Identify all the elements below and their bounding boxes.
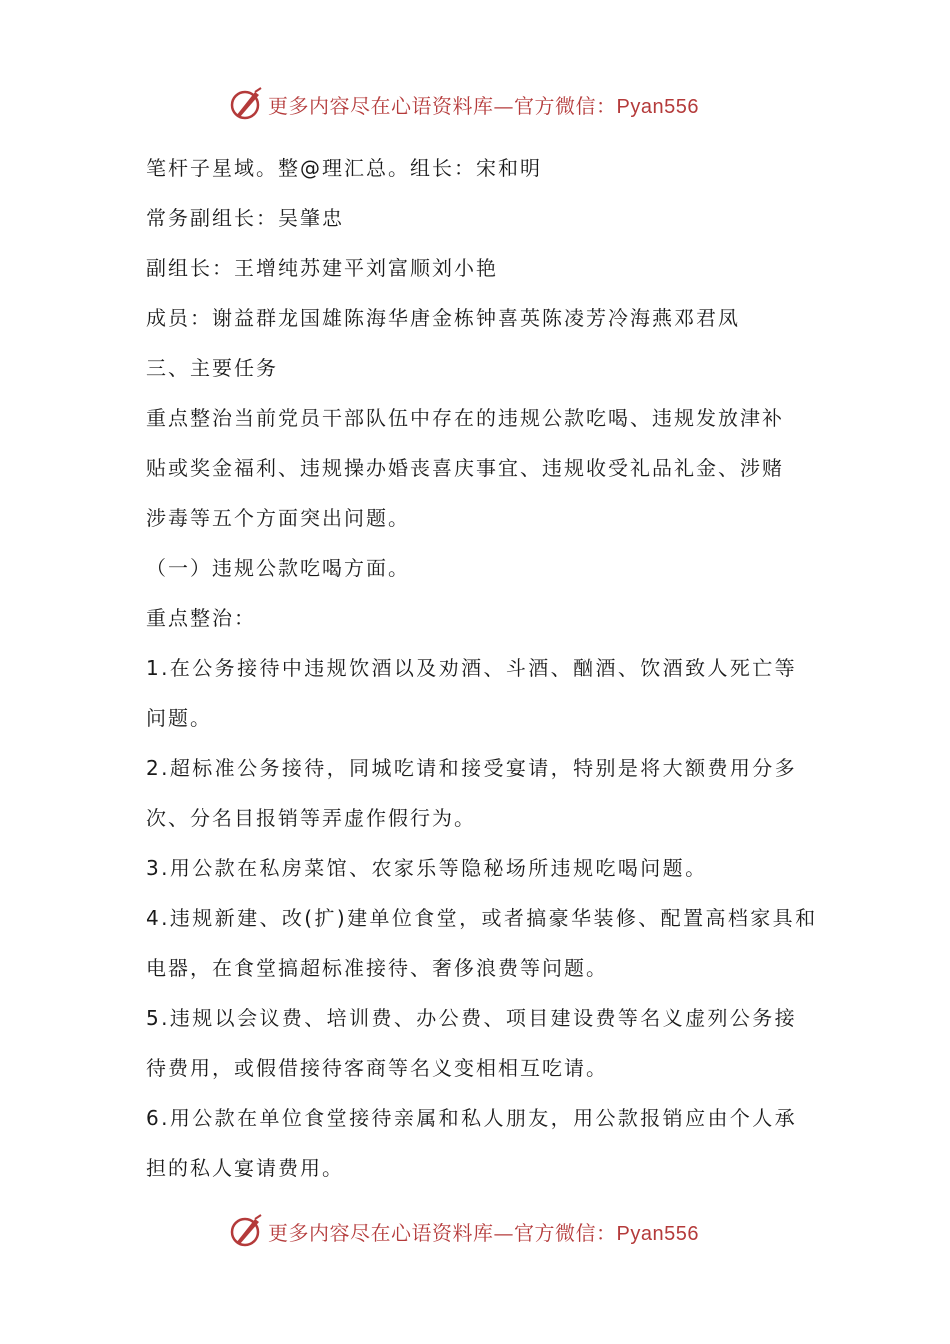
footer-watermark	[228, 1211, 699, 1251]
text-line: 重点整治：	[146, 606, 256, 630]
list-item: 4.违规新建、改(扩)建单位食堂，或者搞豪华装修、配置高档家具和	[146, 906, 818, 930]
header-watermark	[228, 84, 699, 124]
list-item-continuation: 次、分名目报销等弄虚作假行为。	[146, 806, 476, 830]
subsection-heading: （一）违规公款吃喝方面。	[146, 556, 410, 580]
text-line: 涉毒等五个方面突出问题。	[146, 506, 410, 530]
text-line: 副组长：王增纯苏建平刘富顺刘小艳	[146, 256, 498, 280]
list-item: 2.超标准公务接待，同城吃请和接受宴请，特别是将大额费用分多	[146, 756, 798, 780]
section-heading: 三、主要任务	[146, 356, 278, 380]
watermark-text: 更多内容尽在心语资料库—官方微信：	[268, 1220, 617, 1245]
quill-pen-logo-icon	[228, 1213, 264, 1249]
watermark-wechat-id: Pyan556	[616, 95, 699, 118]
list-item: 1.在公务接待中违规饮酒以及劝酒、斗酒、酗酒、饮酒致人死亡等	[146, 656, 798, 680]
document-body	[146, 146, 818, 1196]
list-item-continuation: 待费用，或假借接待客商等名义变相相互吃请。	[146, 1056, 608, 1080]
list-item: 5.违规以会议费、培训费、办公费、项目建设费等名义虚列公务接	[146, 1006, 798, 1030]
watermark-text: 更多内容尽在心语资料库—官方微信：	[268, 93, 617, 118]
text-line: 重点整治当前党员干部队伍中存在的违规公款吃喝、违规发放津补	[146, 406, 784, 430]
list-item: 3.用公款在私房菜馆、农家乐等隐秘场所违规吃喝问题。	[146, 856, 708, 880]
text-line: 成员：谢益群龙国雄陈海华唐金栋钟喜英陈凌芳冷海燕邓君凤	[146, 306, 740, 330]
list-item-continuation: 担的私人宴请费用。	[146, 1156, 344, 1180]
list-item-continuation: 问题。	[146, 706, 212, 730]
watermark-wechat-id: Pyan556	[616, 1222, 699, 1245]
list-item-continuation: 电器，在食堂搞超标准接待、奢侈浪费等问题。	[146, 956, 608, 980]
text-line: 常务副组长：吴肇忠	[146, 206, 344, 230]
text-line: 笔杆子星域。整@理汇总。组长：宋和明	[146, 156, 542, 180]
list-item: 6.用公款在单位食堂接待亲属和私人朋友，用公款报销应由个人承	[146, 1106, 798, 1130]
quill-pen-logo-icon	[228, 86, 264, 122]
text-line: 贴或奖金福利、违规操办婚丧喜庆事宜、违规收受礼品礼金、涉赌	[146, 456, 784, 480]
